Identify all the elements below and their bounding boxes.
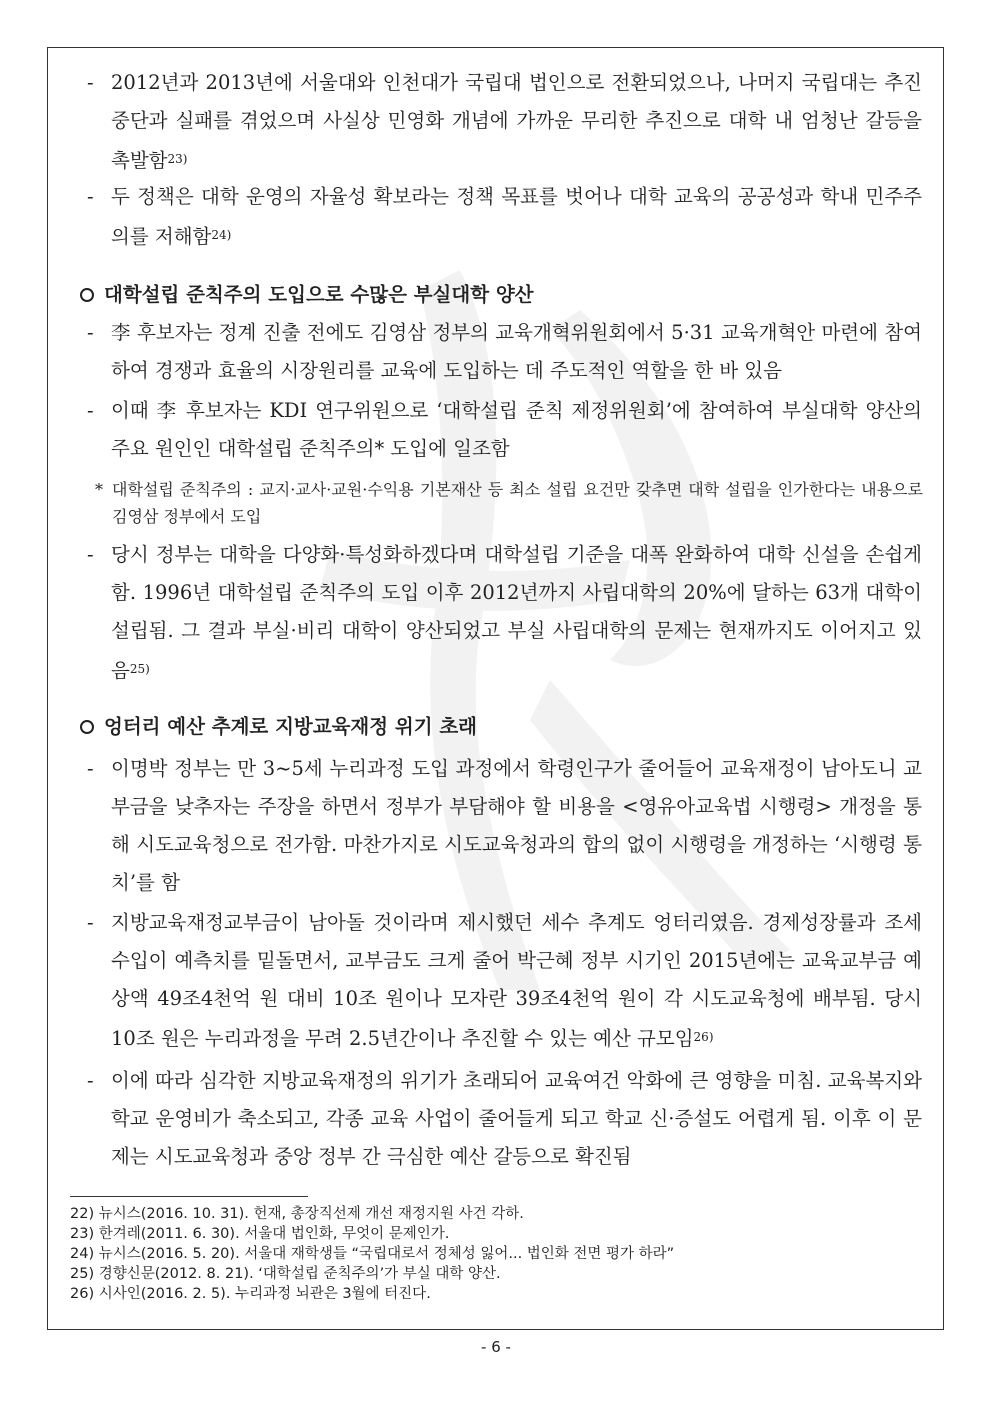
section-heading: 대학설립 준칙주의 도입으로 수많은 부실대학 양산 <box>80 276 920 314</box>
note <box>95 476 923 530</box>
footnote-ref[interactable]: 26) <box>693 1030 714 1044</box>
item-text: 이때 李 후보자는 KDI 연구위원으로 ‘대학설립 준칙 제정위원회’에 참여하여 부실대학 양산의 주요 원인인 대학설립 준칙주의* 도입에 일조함 <box>111 399 922 460</box>
footnote-ref[interactable]: 24) <box>211 228 232 242</box>
dash-marker: - <box>87 185 94 208</box>
asterisk-marker: * <box>95 480 103 499</box>
dash-marker: - <box>87 911 94 934</box>
dash-marker: - <box>87 71 94 94</box>
footnote-ref[interactable]: 23) <box>167 152 188 166</box>
list-item <box>87 1062 922 1176</box>
item-text: 이에 따라 심각한 지방교육재정의 위기가 초래되어 교육여건 악화에 큰 영향을 미침. 교육복지와 학교 운영비가 축소되고, 각종 교육 사업이 줄어들게 되고 학교 신·증설도 어렵게 됨. 이후 이 문제는 시도교육청과 중앙 정부 간 극심한 예산 갈등으로 확진됨 <box>111 1069 922 1168</box>
item-text: 지방교육재정교부금이 남아돌 것이라며 제시했던 세수 추계도 엉터리였음. 경제성장률과 조세 수입이 예측치를 밑돌면서, 교부금도 크게 줄어 박근혜 정부 시기인 2015년에는 교육교부금 예상액 49조4천억 원 대비 10조 원이나 모자란 39조4천억 원이 각 시도교육청에 배부됨. 당시 10조 원은 누리과정을 무려 2.5년간이나 추진할 수 있는 예산 규모임$^{26)}$ <box>111 911 922 1050</box>
dash-marker: - <box>87 399 94 422</box>
footnote: 26) 시사인(2016. 2. 5). 누리과정 뇌관은 3월에 터진다. <box>70 1286 431 1302</box>
dash-marker: - <box>87 321 94 344</box>
footnote: 25) 경향신문(2012. 8. 21). ‘대학설립 준칙주의’가 부실 대학 양산. <box>70 1266 501 1282</box>
list-item <box>87 64 922 180</box>
dash-marker: - <box>87 543 94 566</box>
footnote: 22) 뉴시스(2016. 10. 31). 헌재, 총장직선제 개선 재정지원 사건 각하. <box>70 1206 524 1222</box>
list-item <box>87 904 922 1058</box>
note-text: 대학설립 준칙주의 : 교지·교사·교원·수익용 기본재산 등 최소 설립 요건만 갖추면 대학 설립을 인가한다는 내용으로 김영삼 정부에서 도입 <box>112 480 923 526</box>
circle-bullet-icon <box>80 288 94 302</box>
footnote: 23) 한겨레(2011. 6. 30). 서울대 법인화, 무엇이 문제인가. <box>70 1226 450 1242</box>
footnote-ref[interactable]: 25) <box>129 662 150 676</box>
list-item <box>87 392 922 468</box>
item-text: 당시 정부는 대학을 다양화·특성화하겠다며 대학설립 기준을 대폭 완화하여 대학 신설을 손쉽게 함. 1996년 대학설립 준칙주의 도입 이후 2012년까지 사립대학의 20%에 달하는 63개 대학이 설립됨. 그 결과 부실·비리 대학이 양산되었고 부실 사립대학의 문제는 현재까지도 이어지고 있음$^{25)}$ <box>111 543 922 682</box>
item-text: 이명박 정부는 만 3~5세 누리과정 도입 과정에서 학령인구가 줄어들어 교육재정이 남아도니 교부금을 낮추자는 주장을 하면서 정부가 부담해야 할 비용을 <영유아교육법 시행령> 개정을 통해 시도교육청으로 전가함. 마찬가지로 시도교육청과의 합의 없이 시행령을 개정하는 ‘시행령 통치’를 함 <box>111 757 922 894</box>
item-text: 2012년과 2013년에 서울대와 인천대가 국립대 법인으로 전환되었으나, 나머지 국립대는 추진 중단과 실패를 겪었으며 사실상 민영화 개념에 가까운 무리한 추진으로 대학 내 엄청난 갈등을 촉발함$^{23)}$ <box>111 71 922 172</box>
page-number: - 6 - <box>481 1338 511 1356</box>
item-text: 李 후보자는 정계 진출 전에도 김영삼 정부의 교육개혁위원회에서 5·31 교육개혁안 마련에 참여하여 경쟁과 효율의 시장원리를 교육에 도입하는 데 주도적인 역할을 한 바 있음 <box>111 321 922 382</box>
circle-bullet-icon <box>80 720 94 734</box>
footnote: 24) 뉴시스(2016. 5. 20). 서울대 재학생들 “국립대로서 정체성 잃어... 법인화 전면 평가 하라” <box>70 1246 675 1262</box>
list-item <box>87 536 922 690</box>
dash-marker: - <box>87 757 94 780</box>
footnotes <box>70 1204 930 1304</box>
item-text: 두 정책은 대학 운영의 자율성 확보라는 정책 목표를 벗어나 대학 교육의 공공성과 학내 민주주의를 저해함$^{24)}$ <box>111 185 922 248</box>
list-item <box>87 178 922 256</box>
dash-marker: - <box>87 1069 94 1092</box>
section-heading: 엉터리 예산 추계로 지방교육재정 위기 초래 <box>80 708 920 746</box>
list-item <box>87 314 922 390</box>
list-item <box>87 750 922 902</box>
footnote-divider <box>70 1196 308 1197</box>
